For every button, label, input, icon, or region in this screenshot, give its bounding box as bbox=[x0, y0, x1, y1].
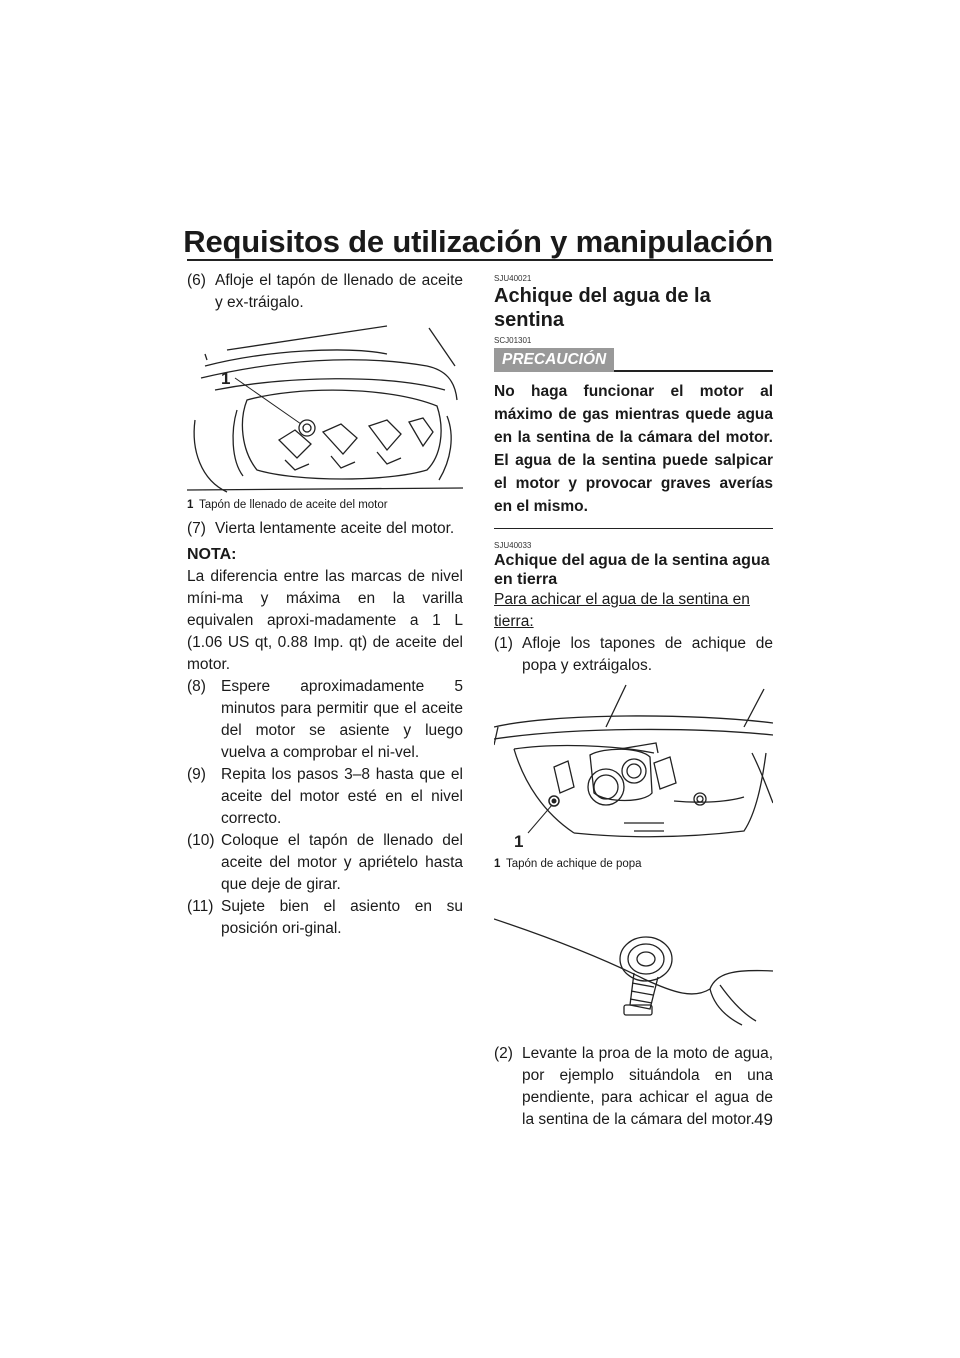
left-column bbox=[187, 270, 463, 940]
figure-callout: 1 bbox=[221, 369, 231, 388]
caution-label: PRECAUCIÓN bbox=[494, 348, 614, 372]
step-number: (1) bbox=[494, 635, 513, 652]
drain-plug-figure bbox=[494, 889, 773, 1029]
stern-figure bbox=[494, 683, 773, 855]
step-text: Levante la proa de la moto de agua, por ejemplo situándola en una pendiente, para achicar el agua de la sentina de la cámara del motor. bbox=[522, 1045, 773, 1128]
caption-text: Tapón de achique de popa bbox=[506, 858, 642, 870]
subsection-code: SJU40033 bbox=[494, 541, 532, 550]
section-code: SJU40021 bbox=[494, 274, 532, 283]
step-number: (8) bbox=[187, 678, 206, 695]
figure-callout: 1 bbox=[514, 832, 524, 851]
engine-figure bbox=[187, 320, 463, 496]
caution-text: No haga funcionar el motor al máximo de gas mientras quede agua en la sentina de la cámara del motor. El agua de la sentina puede salpicar el motor y provocar graves averías en el mismo. bbox=[494, 383, 773, 515]
step-number: (7) bbox=[187, 520, 206, 537]
header-rule bbox=[187, 259, 773, 261]
step-number: (10) bbox=[187, 832, 215, 849]
step-2 bbox=[494, 1043, 773, 1131]
caption-text: Tapón de llenado de aceite del motor bbox=[199, 499, 388, 511]
step-text: Repita los pasos 3–8 hasta que el aceite del motor esté en el nivel correcto. bbox=[221, 766, 463, 827]
step-number: (9) bbox=[187, 766, 206, 783]
step-text: Afloje los tapones de achique de popa y extráigalos. bbox=[522, 635, 773, 674]
step-11 bbox=[187, 896, 463, 940]
caption-number: 1 bbox=[494, 858, 501, 870]
step-10 bbox=[187, 830, 463, 896]
section-title: Achique del agua de la sentina bbox=[494, 285, 711, 331]
step-text: Coloque el tapón de llenado del aceite del motor y apriételo hasta que deje de girar. bbox=[221, 832, 463, 893]
stern-illustration bbox=[494, 683, 773, 855]
step-text: Afloje el tapón de llenado de aceite y ex-tráigalo. bbox=[215, 272, 463, 311]
caution-code: SCJ01301 bbox=[494, 336, 532, 345]
intro-text: Para achicar el agua de la sentina en tierra: bbox=[494, 591, 750, 630]
step-number: (11) bbox=[187, 898, 214, 915]
step-text: Espere aproximadamente 5 minutos para permitir que el aceite del motor se asiente y luego vuelva a comprobar el ni-vel. bbox=[221, 678, 463, 761]
step-8 bbox=[187, 676, 463, 764]
caution-end-rule bbox=[494, 528, 773, 529]
step-6 bbox=[187, 270, 463, 314]
step-7 bbox=[187, 518, 463, 540]
caution-header bbox=[494, 348, 773, 372]
step-number: (2) bbox=[494, 1045, 513, 1062]
figure-caption bbox=[494, 857, 773, 871]
nota-title: NOTA: bbox=[187, 546, 237, 563]
caption-number: 1 bbox=[187, 499, 194, 511]
step-text: Vierta lentamente aceite del motor. bbox=[215, 520, 455, 537]
step-9 bbox=[187, 764, 463, 830]
step-number: (6) bbox=[187, 272, 206, 289]
engine-illustration bbox=[187, 320, 463, 496]
figure-caption bbox=[187, 498, 463, 512]
subsection-title: Achique del agua de la sentina agua en tierra bbox=[494, 552, 770, 588]
page-title: Requisitos de utilización y manipulación bbox=[183, 224, 773, 259]
right-column bbox=[494, 270, 773, 1131]
caution-rule bbox=[614, 370, 773, 372]
step-1 bbox=[494, 633, 773, 677]
nota-text: La diferencia entre las marcas de nivel míni-ma y máxima en la varilla equivalen aproxi-madamente a 1 L (1.06 US qt, 0.88 Imp. qt) de aceite del motor. bbox=[187, 568, 463, 673]
step-text: Sujete bien el asiento en su posición ori-ginal. bbox=[221, 898, 463, 937]
page-number: 49 bbox=[754, 1110, 773, 1129]
drain-plug-illustration bbox=[494, 889, 773, 1029]
